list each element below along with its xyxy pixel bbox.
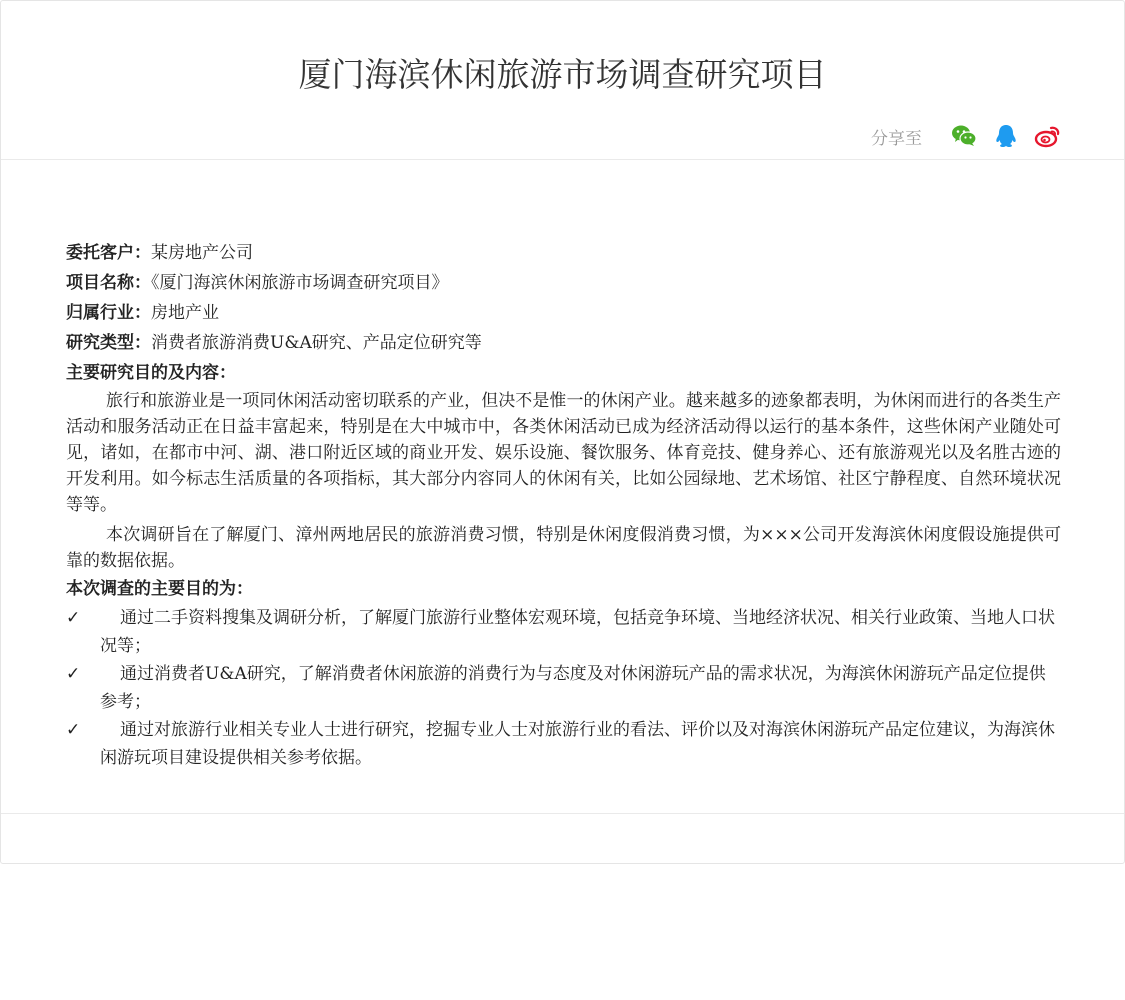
article-header — [1, 1, 1124, 160]
check-icon: ✓ — [66, 664, 81, 684]
meta-industry — [66, 298, 1061, 328]
meta-value: 某房地产公司 — [151, 243, 253, 263]
share-label: 分享至 — [871, 128, 922, 149]
meta-label: 项目名称： — [66, 273, 151, 293]
article-content — [66, 238, 1061, 772]
weibo-icon[interactable] — [1034, 122, 1062, 150]
goal-text: 通过对旅游行业相关专业人士进行研究，挖掘专业人士对旅游行业的看法、评价以及对海滨休闲游玩产品定位建议，为海滨休闲游玩项目建设提供相关参考依据。 — [100, 720, 1055, 768]
meta-label: 研究类型： — [66, 333, 151, 353]
check-icon: ✓ — [66, 720, 81, 740]
purpose-heading: 主要研究目的及内容： — [66, 363, 236, 383]
meta-project-name — [66, 268, 1061, 298]
meta-label: 委托客户： — [66, 243, 151, 263]
wechat-icon[interactable] — [950, 122, 978, 150]
purpose-paragraph: 旅行和旅游业是一项同休闲活动密切联系的产业，但决不是惟一的休闲产业。越来越多的迹象都表明，为休闲而进行的各类生产活动和服务活动正在日益丰富起来，特别是在大中城市中，各类休闲活动已成为经济活动得以运行的基本条件，这些休闲产业随处可见，诸如，在都市中河、湖、港口附近区域的商业开发、娱乐设施、餐饮服务、体育竞技、健身养心、还有旅游观光以及名胜古迹的开发利用。如今标志生活质量的各项指标，其大部分内容同人的休闲有关，比如公园绿地、艺术场馆、社区宁静程度、自然环境状况等等。 — [66, 391, 1061, 515]
list-item — [66, 716, 1061, 772]
goal-text: 通过二手资料搜集及调研分析，了解厦门旅游行业整体宏观环境，包括竞争环境、当地经济状况、相关行业政策、当地人口状况等； — [100, 608, 1055, 656]
check-icon: ✓ — [66, 608, 81, 628]
share-bar — [871, 122, 1062, 150]
article-body — [1, 160, 1124, 814]
goals-heading: 本次调查的主要目的为： — [66, 579, 253, 599]
purpose-paragraph: 本次调研旨在了解厦门、漳州两地居民的旅游消费习惯，特别是休闲度假消费习惯，为×××公司开发海滨休闲度假设施提供可靠的数据依据。 — [66, 525, 1061, 571]
meta-value: 房地产业 — [151, 303, 219, 323]
list-item — [66, 660, 1061, 716]
list-item — [66, 604, 1061, 660]
meta-client — [66, 238, 1061, 268]
goals-list — [66, 604, 1061, 772]
qq-icon[interactable] — [992, 122, 1020, 150]
goal-text: 通过消费者U&A研究，了解消费者休闲旅游的消费行为与态度及对休闲游玩产品的需求状况，为海滨休闲游玩产品定位提供参考； — [100, 664, 1046, 712]
meta-label: 归属行业： — [66, 303, 151, 323]
meta-research-type — [66, 328, 1061, 358]
page-title: 厦门海滨休闲旅游市场调查研究项目 — [298, 55, 827, 94]
meta-value: 消费者旅游消费U&A研究、产品定位研究等 — [151, 333, 482, 353]
meta-value: 《厦门海滨休闲旅游市场调查研究项目》 — [151, 273, 449, 293]
